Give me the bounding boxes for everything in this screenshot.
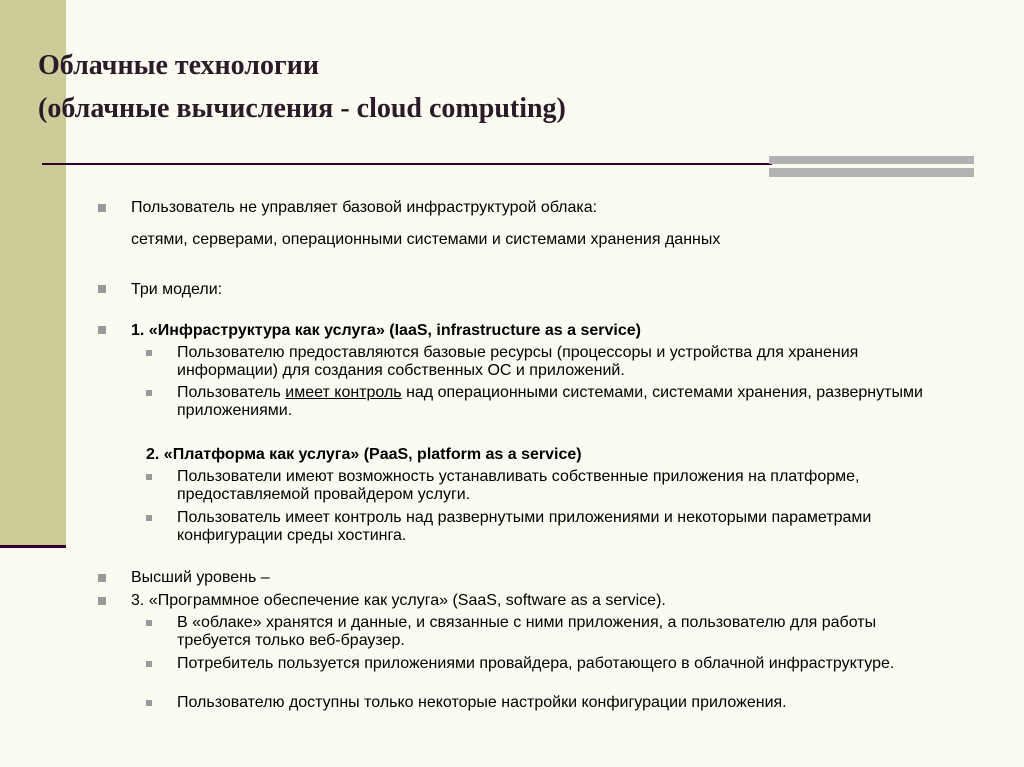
saas-heading: 3. «Программное обеспечение как услуга» (SaaS, software as a service). <box>131 592 666 609</box>
sub-bullet-square-icon <box>146 661 152 667</box>
iaas-sub-bullet: Пользователю предоставляются базовые ресурсы (процессоры и устройства для хранения информации) для создания собственных ОС и приложений. <box>177 344 859 379</box>
bullet-text: Три модели: <box>131 281 223 298</box>
title-divider <box>42 163 772 165</box>
title-divider-accent-bottom <box>769 168 974 177</box>
iaas-sub-bullet <box>177 384 937 420</box>
slide-title <box>38 44 938 130</box>
sub-bullet-square-icon <box>146 620 152 626</box>
slide-title-line1: Облачные технологии <box>38 50 319 81</box>
left-decor-line <box>0 545 66 548</box>
sub-bullet-square-icon <box>146 474 152 480</box>
bullet-square-icon <box>98 574 106 582</box>
paas-sub-bullet: Пользователи имеют возможность устанавливать собственные приложения на платформе, предоставляемой провайдером услуги. <box>177 468 860 503</box>
bullet-square-icon <box>98 326 106 334</box>
bullet-text-continuation: сетями, серверами, операционными системами и системами хранения данных <box>131 231 721 248</box>
iaas-sub2-underlined: имеет контроль <box>285 384 402 401</box>
iaas-sub2-text-a: Пользователь <box>177 384 286 401</box>
bullet-square-icon <box>98 285 106 293</box>
iaas-heading: 1. «Инфраструктура как услуга» (IaaS, infrastructure as a service) <box>131 322 641 339</box>
bullet-square-icon <box>98 597 106 605</box>
sub-bullet-square-icon <box>146 700 152 706</box>
paas-sub-bullet: Пользователь имеет контроль над развернутыми приложениями и некоторыми параметрами конфигурации среды хостинга. <box>177 509 872 544</box>
saas-sub-bullet: В «облаке» хранятся и данные, и связанные с ними приложения, а пользователю для работы требуется только веб-браузер. <box>177 614 877 649</box>
sub-bullet-square-icon <box>146 390 152 396</box>
sub-bullet-square-icon <box>146 515 152 521</box>
bullet-text: Высший уровень – <box>131 569 270 586</box>
saas-sub-bullet: Пользователю доступны только некоторые настройки конфигурации приложения. <box>177 694 787 711</box>
paas-heading: 2. «Платформа как услуга» (PaaS, platform as a service) <box>146 446 582 463</box>
sub-bullet-square-icon <box>146 350 152 356</box>
bullet-square-icon <box>98 204 106 212</box>
saas-sub-bullet: Потребитель пользуется приложениями провайдера, работающего в облачной инфраструктуре. <box>177 655 895 672</box>
bullet-text: Пользователь не управляет базовой инфраструктурой облака: <box>131 199 598 216</box>
slide-title-line2: (облачные вычисления - cloud computing) <box>38 93 566 124</box>
iaas-sub2-text-b: над операционными системами, системами хранения, развернутыми приложениями. <box>177 384 923 419</box>
title-divider-accent-top <box>769 156 974 164</box>
